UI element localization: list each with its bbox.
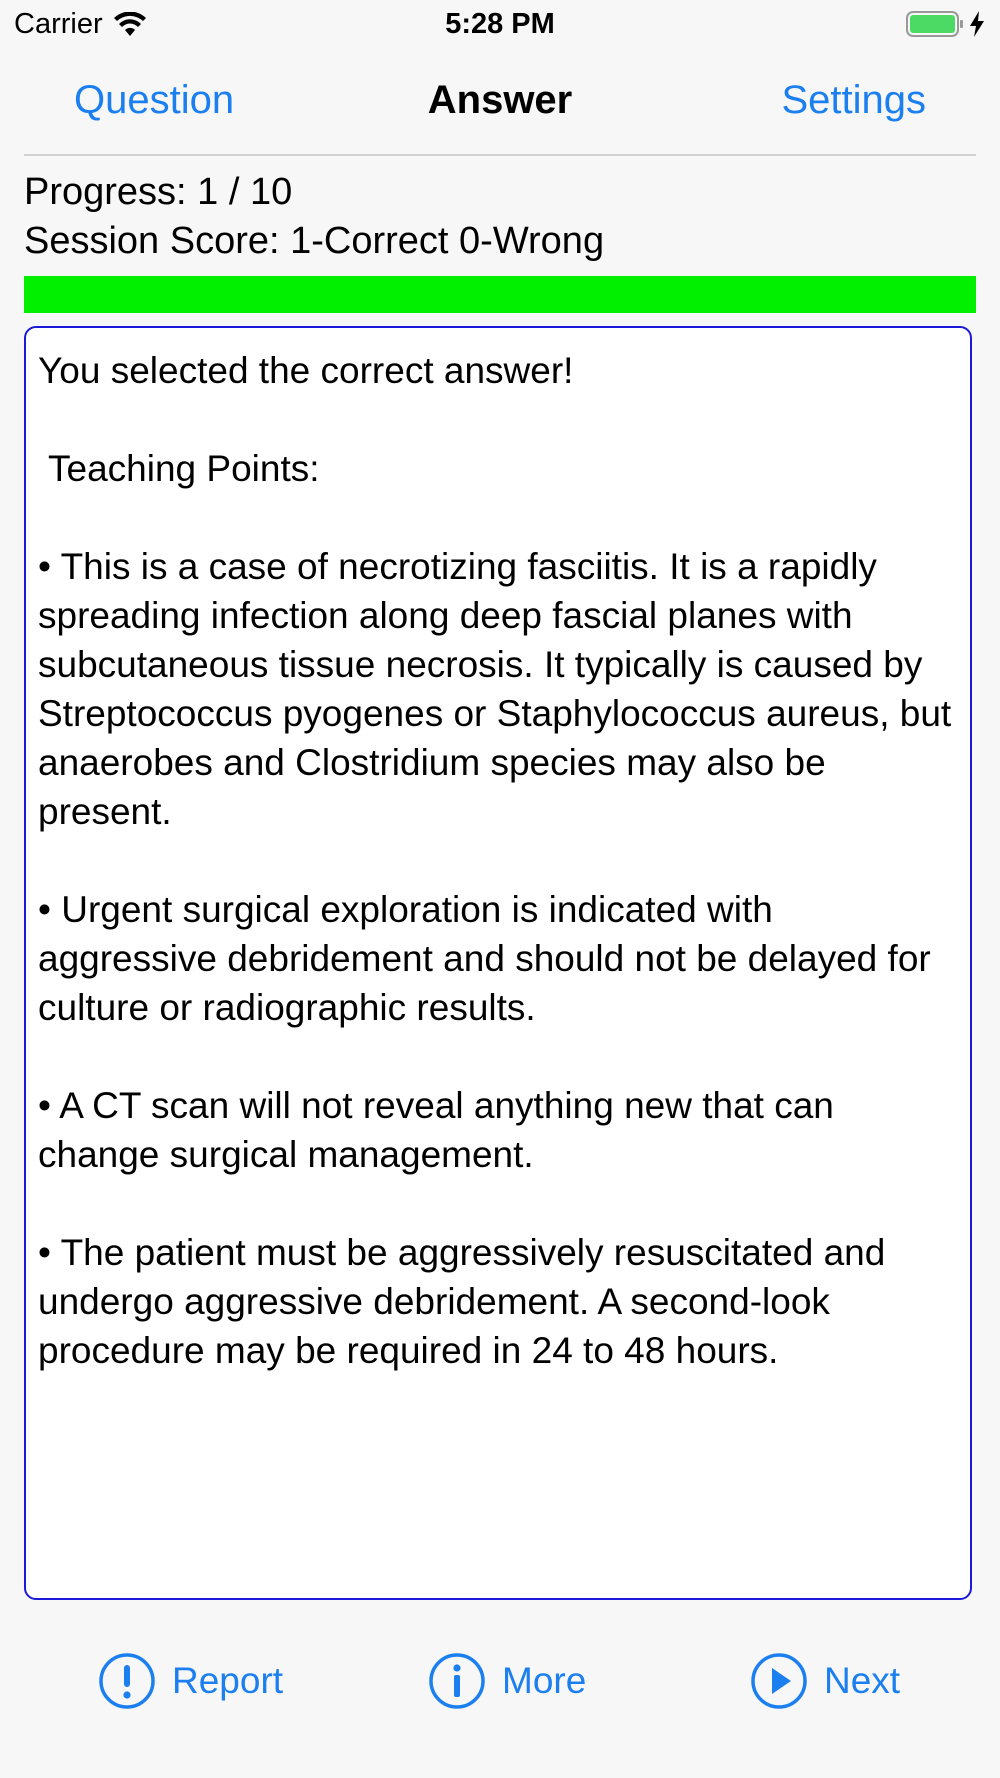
- result-message: You selected the correct answer!: [38, 350, 574, 391]
- session-info: [24, 168, 604, 266]
- carrier-label: Carrier: [14, 8, 103, 40]
- session-score: Session Score: 1-Correct 0-Wrong: [24, 220, 605, 262]
- progress-text: Progress: 1 / 10: [24, 171, 293, 213]
- teaching-point: • A CT scan will not reveal anything new that can change surgical management.: [38, 1085, 834, 1175]
- teaching-point: • The patient must be aggressively resuscitated and undergo aggressive debridement. A second-look procedure may be required in 24 to 48 hours.: [38, 1232, 886, 1371]
- bottom-toolbar: [0, 1652, 1000, 1718]
- progress-bar-fill: [24, 276, 976, 313]
- battery-icon: [906, 11, 964, 37]
- play-circle-icon: [750, 1652, 808, 1710]
- tab-question[interactable]: Question: [74, 78, 235, 122]
- more-button[interactable]: [428, 1652, 586, 1710]
- teaching-point: • Urgent surgical exploration is indicated with aggressive debridement and should not be delayed for culture or radiographic results.: [38, 889, 931, 1028]
- answer-text-area[interactable]: [24, 326, 972, 1600]
- report-button[interactable]: [98, 1652, 283, 1710]
- segment-nav: [24, 52, 976, 156]
- progress-bar: [24, 276, 976, 313]
- status-bar: [0, 0, 1000, 50]
- teaching-points-heading: Teaching Points:: [48, 448, 320, 489]
- info-circle-icon: [428, 1652, 486, 1710]
- more-label: More: [502, 1660, 587, 1701]
- exclamation-circle-icon: [98, 1652, 156, 1710]
- tab-answer[interactable]: Answer: [427, 78, 573, 122]
- next-label: Next: [824, 1660, 901, 1701]
- charging-bolt-icon: [968, 10, 986, 38]
- report-label: Report: [172, 1660, 284, 1701]
- battery-indicator: [906, 10, 986, 38]
- status-time: 5:28 PM: [445, 8, 555, 40]
- teaching-point: • This is a case of necrotizing fasciitis. It is a rapidly spreading infection along deep fascial planes with subcutaneous tissue necrosis. It typically is caused by Streptococcus pyogenes or Staphylococcus aureus, but anaerobes and Clostridium species may also be present.: [38, 546, 952, 832]
- next-button[interactable]: [750, 1652, 900, 1710]
- tab-settings[interactable]: Settings: [781, 78, 926, 122]
